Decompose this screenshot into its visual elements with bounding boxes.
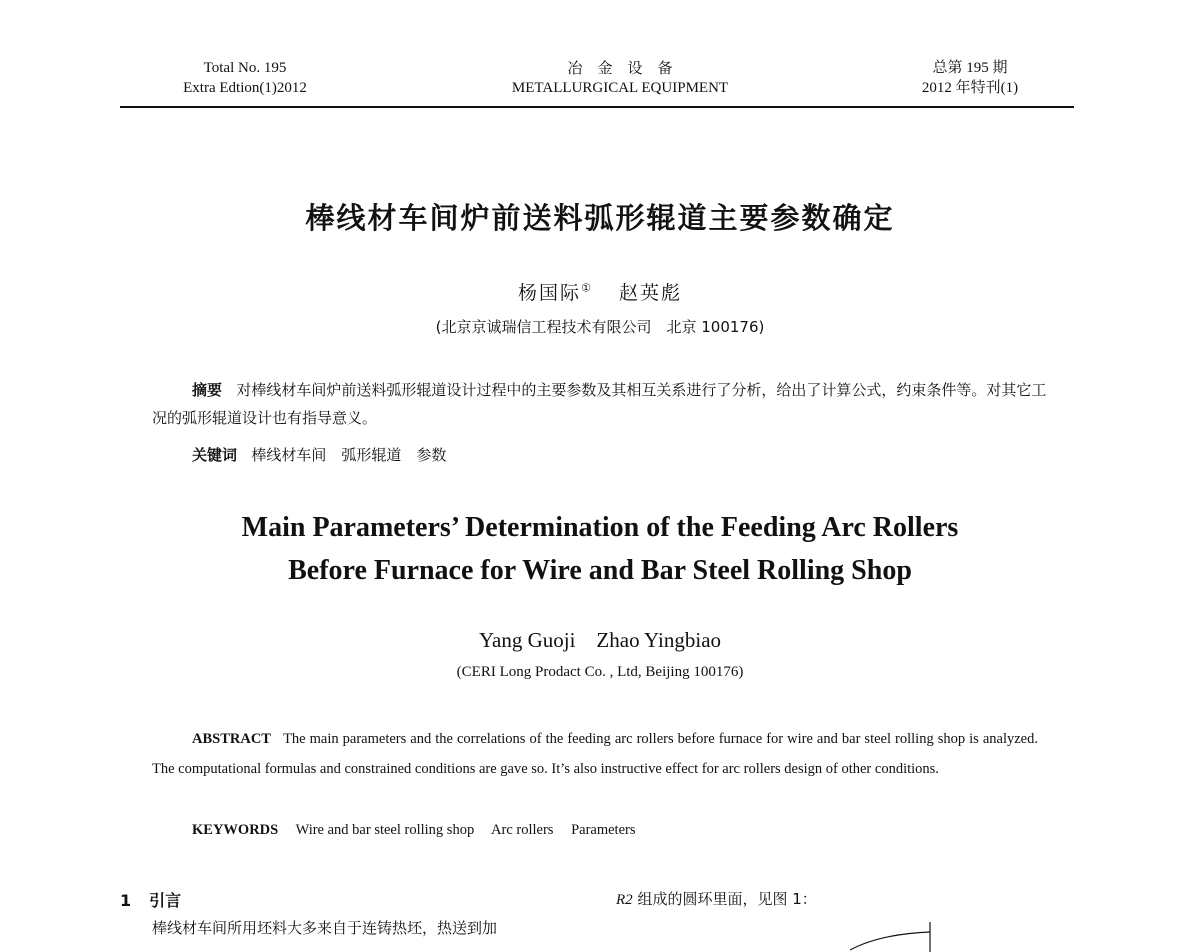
variable-r2: R2 — [616, 892, 633, 908]
header-issue-cn: 总第 195 期 — [932, 60, 1008, 76]
affiliation-en: (CERI Long Prodact Co. , Ltd, Beijing 100176) — [456, 664, 744, 680]
keywords-en-label: KEYWORDS — [192, 822, 279, 838]
author-1-cn: 杨国际 — [518, 282, 582, 304]
paper-title-cn: 棒线材车间炉前送料弧形辊道主要参数确定 — [305, 201, 895, 235]
section-1-right-text — [616, 888, 1016, 909]
authors-en: Yang Guoji Zhao Yingbiao — [478, 628, 722, 652]
header-year-cn: 2012 年特刊(1) — [921, 80, 1019, 96]
keywords-cn-text: 棒线材车间 弧形辊道 参数 — [251, 446, 447, 464]
section-1-heading — [120, 888, 181, 911]
figure-1-partial — [850, 920, 970, 952]
keywords-cn — [192, 441, 1052, 469]
abstract-cn-label: 摘要 — [192, 381, 223, 399]
abstract-en-text: The main parameters and the correlations of the feeding arc rollers before furnace for wire and bar steel rolling shop is analyzed. The computational formulas and constrained conditions are gave so. It’s also instructive effect for arc rollers design of other conditions. — [152, 731, 1038, 777]
paper-title-en — [0, 506, 1200, 592]
section-1-number: 1 — [120, 891, 132, 910]
authors-cn — [0, 278, 1200, 305]
paper-title-en-line1: Main Parameters’ Determination of the Feeding Arc Rollers — [241, 512, 959, 543]
section-1-right-sentence: 组成的圆环里面，见图 1： — [632, 890, 817, 908]
header-center — [470, 58, 770, 98]
affiliation-cn: (北京京诚瑞信工程技术有限公司 北京 100176) — [435, 318, 765, 336]
abstract-cn-text: 对棒线材车间炉前送料弧形辊道设计过程中的主要参数及其相互关系进行了分析，给出了计算公式，约束条件等。对其它工况的弧形辊道设计也有指导意义。 — [152, 381, 1047, 427]
header-total-no: Total No. 195 — [203, 60, 287, 76]
abstract-en-label: ABSTRACT — [192, 731, 271, 747]
keyword-en-item: Wire and bar steel rolling shop — [295, 822, 475, 838]
journal-name-en: METALLURGICAL EQUIPMENT — [511, 80, 729, 96]
paper-title-en-line2: Before Furnace for Wire and Bar Steel Rolling Shop — [288, 555, 912, 586]
keywords-en — [192, 822, 1042, 839]
journal-name-cn: 冶 金 设 备 — [567, 59, 673, 77]
abstract-en — [152, 724, 1038, 784]
section-1-left-text: 棒线材车间所用坯料大多来自于连铸热坯，热送到加 — [152, 919, 498, 937]
header-edition: Extra Edtion(1)2012 — [183, 80, 307, 96]
keywords-cn-label: 关键词 — [192, 446, 238, 464]
header-rule — [120, 106, 1074, 108]
arc-curve — [850, 932, 930, 950]
author-2-cn: 赵英彪 — [618, 282, 682, 304]
header-left — [150, 58, 340, 98]
header-right — [880, 58, 1060, 98]
keyword-en-item: Parameters — [571, 822, 636, 838]
keyword-en-item: Arc rollers — [491, 822, 554, 838]
author-1-footnote-mark: ① — [581, 281, 593, 295]
abstract-cn — [152, 376, 1052, 432]
section-1-title: 引言 — [149, 891, 182, 910]
